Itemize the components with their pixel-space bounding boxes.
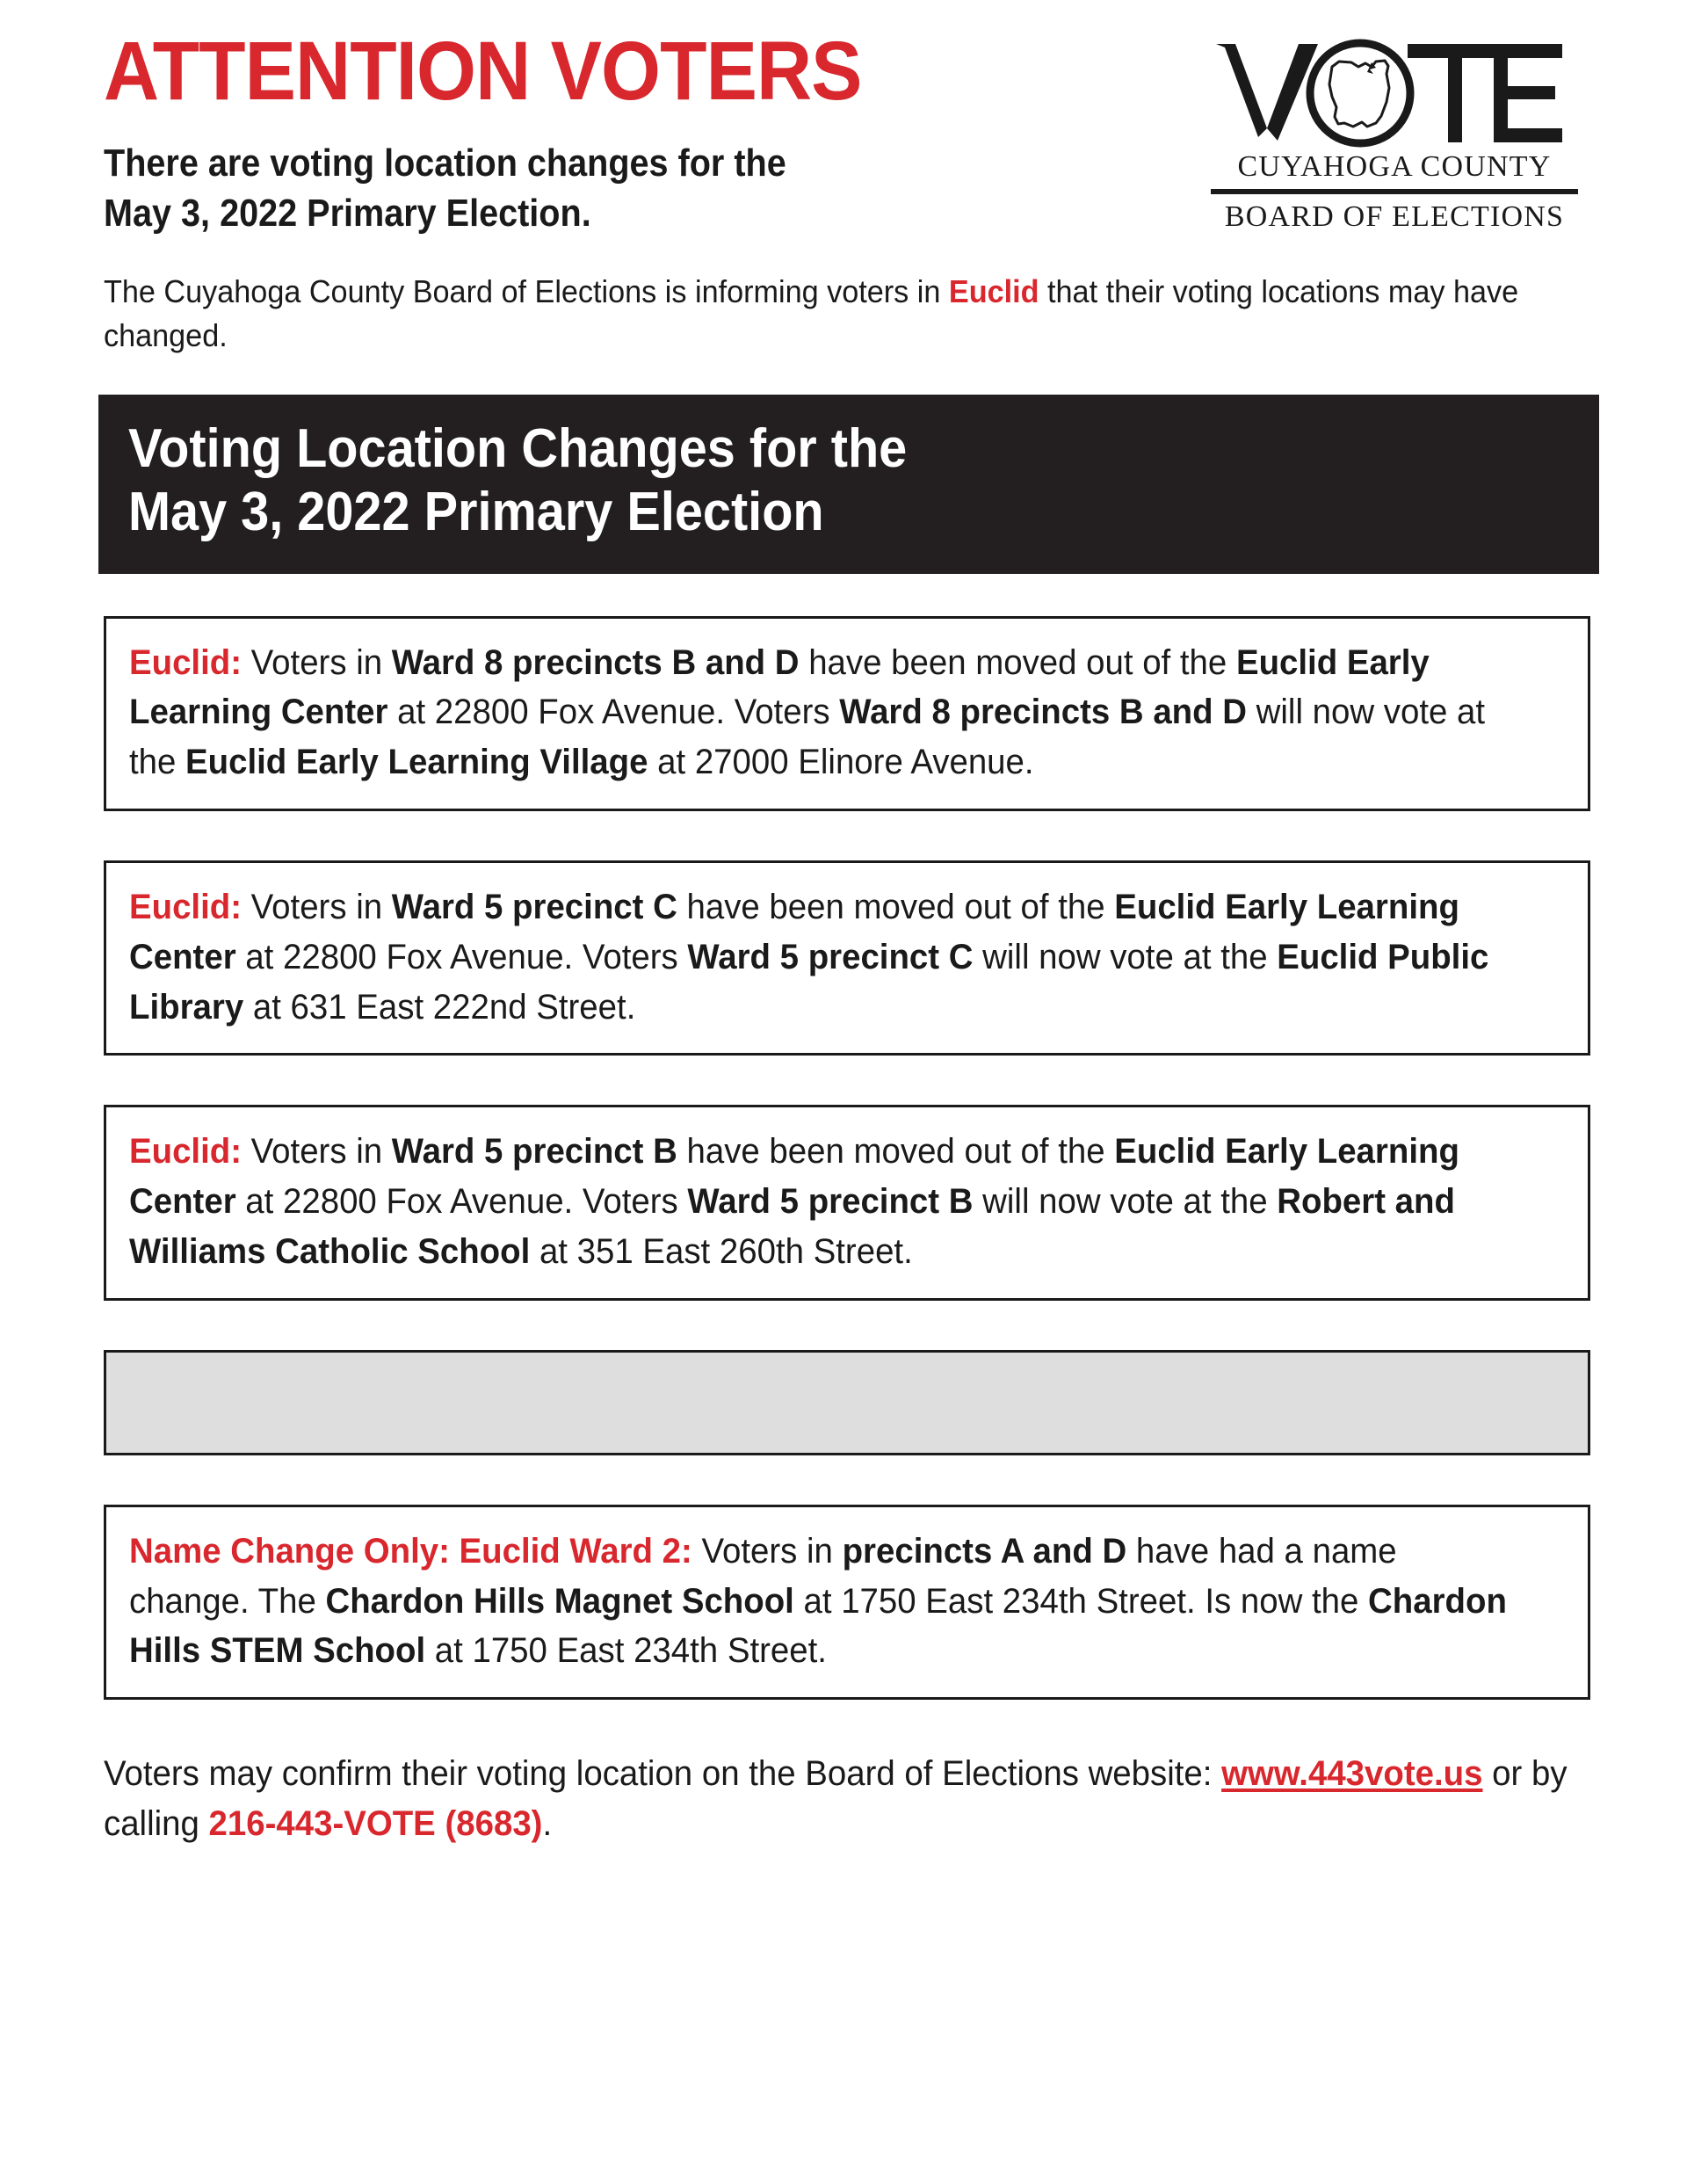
notice-box xyxy=(104,1105,1590,1300)
notice-emphasis: Euclid Early Learning Center xyxy=(129,1132,1459,1222)
notice-body: Voters in xyxy=(242,642,392,682)
notice-emphasis: Robert and Williams Catholic School xyxy=(129,1182,1455,1271)
notice-body: have had a name change. The xyxy=(129,1531,1397,1621)
section-banner xyxy=(98,395,1599,574)
notice-body: will now vote at the xyxy=(973,937,1278,976)
board-phone-number: 216-443-VOTE (8683) xyxy=(208,1803,543,1843)
notice-emphasis: Ward 5 precinct C xyxy=(391,887,677,926)
banner-line-1: Voting Location Changes for the xyxy=(128,417,908,479)
notice-emphasis: Chardon Hills Magnet School xyxy=(325,1581,794,1621)
notice-emphasis: Ward 5 precinct B xyxy=(687,1182,974,1222)
notice-body: Voters in xyxy=(242,1132,392,1172)
notice-body: Voters in xyxy=(691,1531,843,1571)
footer-after: . xyxy=(542,1803,553,1843)
notice-body: at 22800 Fox Avenue. Voters xyxy=(387,693,840,732)
notice-emphasis: Euclid Early Learning Center xyxy=(129,887,1459,976)
notice-emphasis: Euclid Early Learning Center xyxy=(129,642,1430,732)
footer-before: Voters may confirm their voting location on the Board of Elections website: xyxy=(104,1754,1222,1794)
notice-box-empty xyxy=(104,1350,1590,1455)
notice-body: will now vote at the xyxy=(129,693,1486,782)
notice-body: Voters in xyxy=(242,887,392,926)
logo-county-label: CUYAHOGA COUNTY xyxy=(1237,150,1552,183)
notice-body: at 351 East 260th Street. xyxy=(530,1231,913,1271)
intro-after: that their voting locations may have changed. xyxy=(104,273,1519,354)
notice-label: Name Change Only: Euclid Ward 2: xyxy=(129,1531,692,1571)
notice-label: Euclid: xyxy=(129,642,243,682)
footer-middle: or by calling xyxy=(104,1754,1568,1843)
notice-text xyxy=(129,638,1508,787)
notice-body: at 22800 Fox Avenue. Voters xyxy=(235,937,688,976)
board-of-elections-logo xyxy=(1206,30,1583,235)
intro-city-highlight: Euclid xyxy=(948,273,1039,310)
notice-text xyxy=(129,1127,1508,1276)
notice-box xyxy=(104,860,1590,1056)
notice-emphasis: Ward 8 precincts B and D xyxy=(839,693,1247,732)
page-header xyxy=(0,0,1687,238)
notice-box xyxy=(104,616,1590,811)
notice-emphasis: Euclid Early Learning Village xyxy=(185,743,648,782)
notice-label: Euclid: xyxy=(129,887,243,926)
notice-emphasis: Ward 5 precinct B xyxy=(391,1132,677,1172)
notice-body: at 1750 East 234th Street. xyxy=(425,1631,827,1671)
notice-emphasis: Ward 5 precinct C xyxy=(687,937,974,976)
notice-box xyxy=(104,1505,1590,1700)
board-website-link[interactable]: www.443vote.us xyxy=(1221,1754,1483,1794)
notice-body: at 22800 Fox Avenue. Voters xyxy=(235,1182,688,1222)
notice-body: at 27000 Elinore Avenue. xyxy=(648,743,1034,782)
notice-emphasis: Chardon Hills STEM School xyxy=(129,1581,1507,1671)
subtitle-line-2: May 3, 2022 Primary Election. xyxy=(104,192,591,236)
notice-body: at 1750 East 234th Street. Is now the xyxy=(793,1581,1369,1621)
notice-text xyxy=(129,882,1508,1032)
logo-divider xyxy=(1211,189,1578,194)
intro-paragraph xyxy=(104,270,1565,357)
banner-line-2: May 3, 2022 Primary Election xyxy=(128,481,824,542)
intro-before: The Cuyahoga County Board of Elections is informing voters in xyxy=(104,273,949,310)
notice-body: at 631 East 222nd Street. xyxy=(243,987,636,1027)
page-subtitle xyxy=(104,138,1068,238)
header-text-block xyxy=(104,25,1176,238)
notice-emphasis: Euclid Public Library xyxy=(129,937,1489,1027)
notice-body: have been moved out of the xyxy=(799,642,1236,682)
footer-paragraph xyxy=(104,1749,1580,1849)
logo-board-label: BOARD OF ELECTIONS xyxy=(1224,200,1565,234)
page-title: ATTENTION VOTERS xyxy=(104,25,862,118)
notice-text xyxy=(129,1527,1508,1676)
vote-wordmark-icon xyxy=(1213,35,1564,149)
notice-body: will now vote at the xyxy=(973,1182,1278,1222)
notice-body: have been moved out of the xyxy=(677,1132,1115,1172)
notice-body: have been moved out of the xyxy=(677,887,1115,926)
notice-label: Euclid: xyxy=(129,1132,243,1172)
subtitle-line-1: There are voting location changes for the xyxy=(104,141,786,185)
notice-box-list xyxy=(104,616,1590,1701)
notice-emphasis: precincts A and D xyxy=(842,1531,1127,1571)
notice-emphasis: Ward 8 precincts B and D xyxy=(391,642,800,682)
